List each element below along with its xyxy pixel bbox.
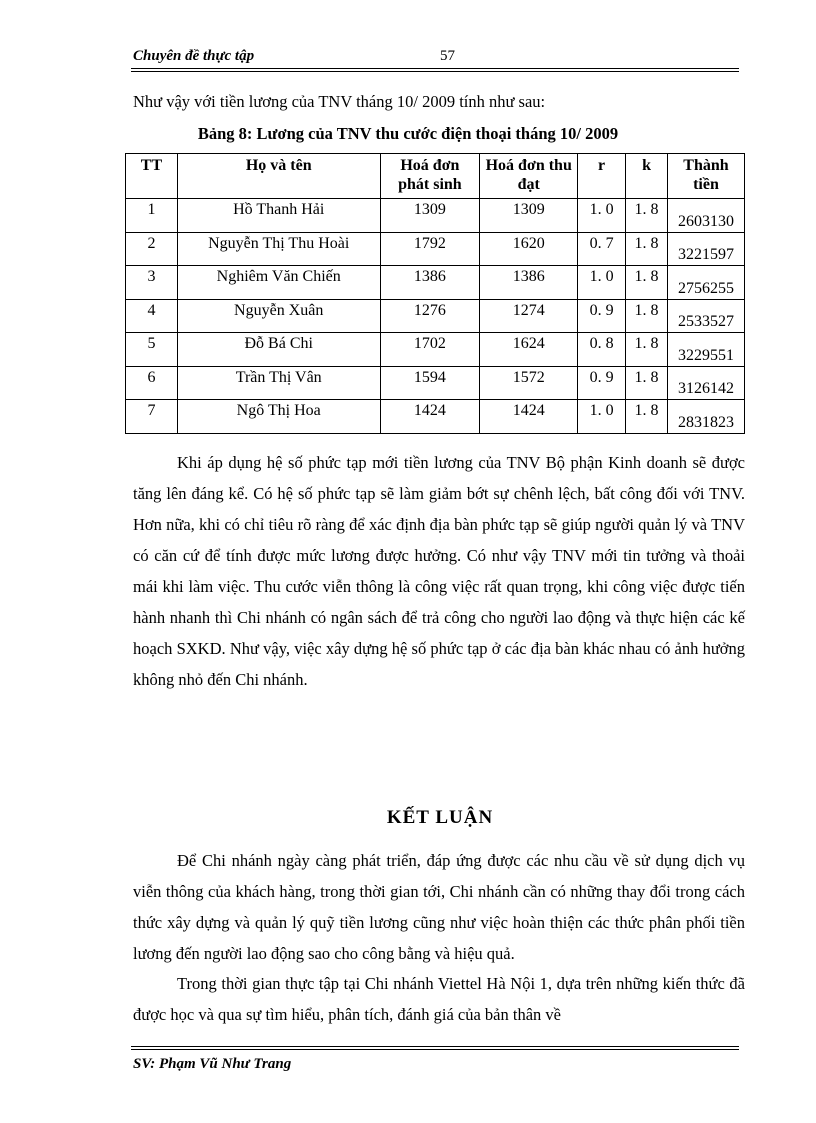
table-row (126, 299, 745, 333)
table-row (126, 199, 745, 233)
col-header-invoices-collected: Hoá đơn thu đạt (480, 154, 578, 199)
cell-name: Nguyễn Thị Thu Hoài (177, 232, 380, 266)
cell-k: 1. 8 (626, 400, 668, 434)
cell-k: 1. 8 (626, 266, 668, 300)
cell-tt: 4 (126, 299, 178, 333)
cell-invoices-issued: 1386 (380, 266, 480, 300)
cell-tt: 2 (126, 232, 178, 266)
cell-name: Nghiêm Văn Chiến (177, 266, 380, 300)
header-title: Chuyên đề thực tập (133, 48, 255, 64)
footer-author: SV: Phạm Vũ Như Trang (133, 1056, 292, 1072)
cell-invoices-collected: 1386 (480, 266, 578, 300)
cell-name: Đỗ Bá Chi (177, 333, 380, 367)
cell-tt: 7 (126, 400, 178, 434)
cell-k: 1. 8 (626, 333, 668, 367)
cell-invoices-issued: 1594 (380, 366, 480, 400)
cell-k: 1. 8 (626, 366, 668, 400)
header-rule-bottom (131, 71, 739, 72)
cell-invoices-collected: 1620 (480, 232, 578, 266)
cell-amount: 3229551 (667, 333, 744, 367)
cell-amount: 3126142 (667, 366, 744, 400)
cell-name: Ngô Thị Hoa (177, 400, 380, 434)
cell-invoices-issued: 1424 (380, 400, 480, 434)
cell-tt: 1 (126, 199, 178, 233)
col-header-invoices-issued: Hoá đơn phát sinh (380, 154, 480, 199)
page-number: 57 (440, 48, 455, 64)
table-row (126, 366, 745, 400)
cell-name: Hồ Thanh Hải (177, 199, 380, 233)
cell-invoices-issued: 1702 (380, 333, 480, 367)
cell-invoices-issued: 1309 (380, 199, 480, 233)
cell-name: Nguyễn Xuân (177, 299, 380, 333)
table-row (126, 400, 745, 434)
cell-invoices-issued: 1276 (380, 299, 480, 333)
col-header-name: Họ và tên (177, 154, 380, 199)
col-header-tt: TT (126, 154, 178, 199)
cell-amount: 2756255 (667, 266, 744, 300)
cell-tt: 5 (126, 333, 178, 367)
cell-invoices-collected: 1424 (480, 400, 578, 434)
cell-invoices-collected: 1572 (480, 366, 578, 400)
cell-name: Trần Thị Vân (177, 366, 380, 400)
cell-r: 1. 0 (578, 400, 626, 434)
col-header-amount: Thành tiền (667, 154, 744, 199)
cell-amount: 3221597 (667, 232, 744, 266)
conclusion-heading: KẾT LUẬN (386, 807, 494, 828)
cell-r: 1. 0 (578, 199, 626, 233)
cell-k: 1. 8 (626, 232, 668, 266)
cell-r: 0. 9 (578, 366, 626, 400)
table-row (126, 266, 745, 300)
col-header-k: k (626, 154, 668, 199)
cell-r: 0. 9 (578, 299, 626, 333)
cell-r: 0. 7 (578, 232, 626, 266)
cell-invoices-collected: 1624 (480, 333, 578, 367)
cell-k: 1. 8 (626, 299, 668, 333)
cell-invoices-collected: 1309 (480, 199, 578, 233)
header-rule-top (131, 68, 739, 69)
footer-rule-bottom (131, 1049, 739, 1050)
table-caption: Bảng 8: Lương của TNV thu cước điện thoại tháng 10/ 2009 (197, 124, 619, 143)
cell-k: 1. 8 (626, 199, 668, 233)
table-row (126, 232, 745, 266)
cell-invoices-collected: 1274 (480, 299, 578, 333)
paragraph-conclusion-1: Để Chi nhánh ngày càng phát triển, đáp ứng được các nhu cầu về sử dụng dịch vụ viễn thông của khách hàng, trong thời gian tới, Chi nhánh cần có những thay đổi trong cách thức xây dựng và quản lý quỹ tiền lương cũng như việc hoàn thiện các thức phân phối tiền lương đến người lao động sao cho công bằng và hiệu quả. (133, 851, 745, 963)
footer-rule-top (131, 1046, 739, 1047)
intro-sentence: Như vậy với tiền lương của TNV tháng 10/ 2009 tính như sau: (133, 92, 546, 111)
cell-tt: 3 (126, 266, 178, 300)
cell-amount: 2831823 (667, 400, 744, 434)
paragraph-conclusion-2: Trong thời gian thực tập tại Chi nhánh Viettel Hà Nội 1, dựa trên những kiến thức đã được học và qua sự tìm hiểu, phân tích, đánh giá của bản thân về (133, 974, 745, 1024)
cell-invoices-issued: 1792 (380, 232, 480, 266)
col-header-r: r (578, 154, 626, 199)
table-header-row (126, 154, 745, 199)
table-row (126, 333, 745, 367)
cell-amount: 2603130 (667, 199, 744, 233)
cell-r: 0. 8 (578, 333, 626, 367)
cell-r: 1. 0 (578, 266, 626, 300)
cell-tt: 6 (126, 366, 178, 400)
salary-table (125, 153, 745, 434)
paragraph-analysis: Khi áp dụng hệ số phức tạp mới tiền lương của TNV Bộ phận Kinh doanh sẽ được tăng lên đáng kể. Có hệ số phức tạp sẽ làm giảm bớt sự chênh lệch, bất công đối với TNV. Hơn nữa, khi có chỉ tiêu rõ ràng để xác định địa bàn phức tạp sẽ giúp người quản lý và TNV có căn cứ để tính được mức lương được hưởng. Có như vậy TNV mới tin tưởng và thoải mái khi làm việc. Thu cước viễn thông là công việc rất quan trọng, khi công việc được tiến hành nhanh thì Chi nhánh có ngân sách để trả công cho người lao động và thực hiện các kế hoạch SXKD. Như vậy, việc xây dựng hệ số phức tạp ở các địa bàn khác nhau có ảnh hưởng không nhỏ đến Chi nhánh. (133, 453, 745, 689)
cell-amount: 2533527 (667, 299, 744, 333)
